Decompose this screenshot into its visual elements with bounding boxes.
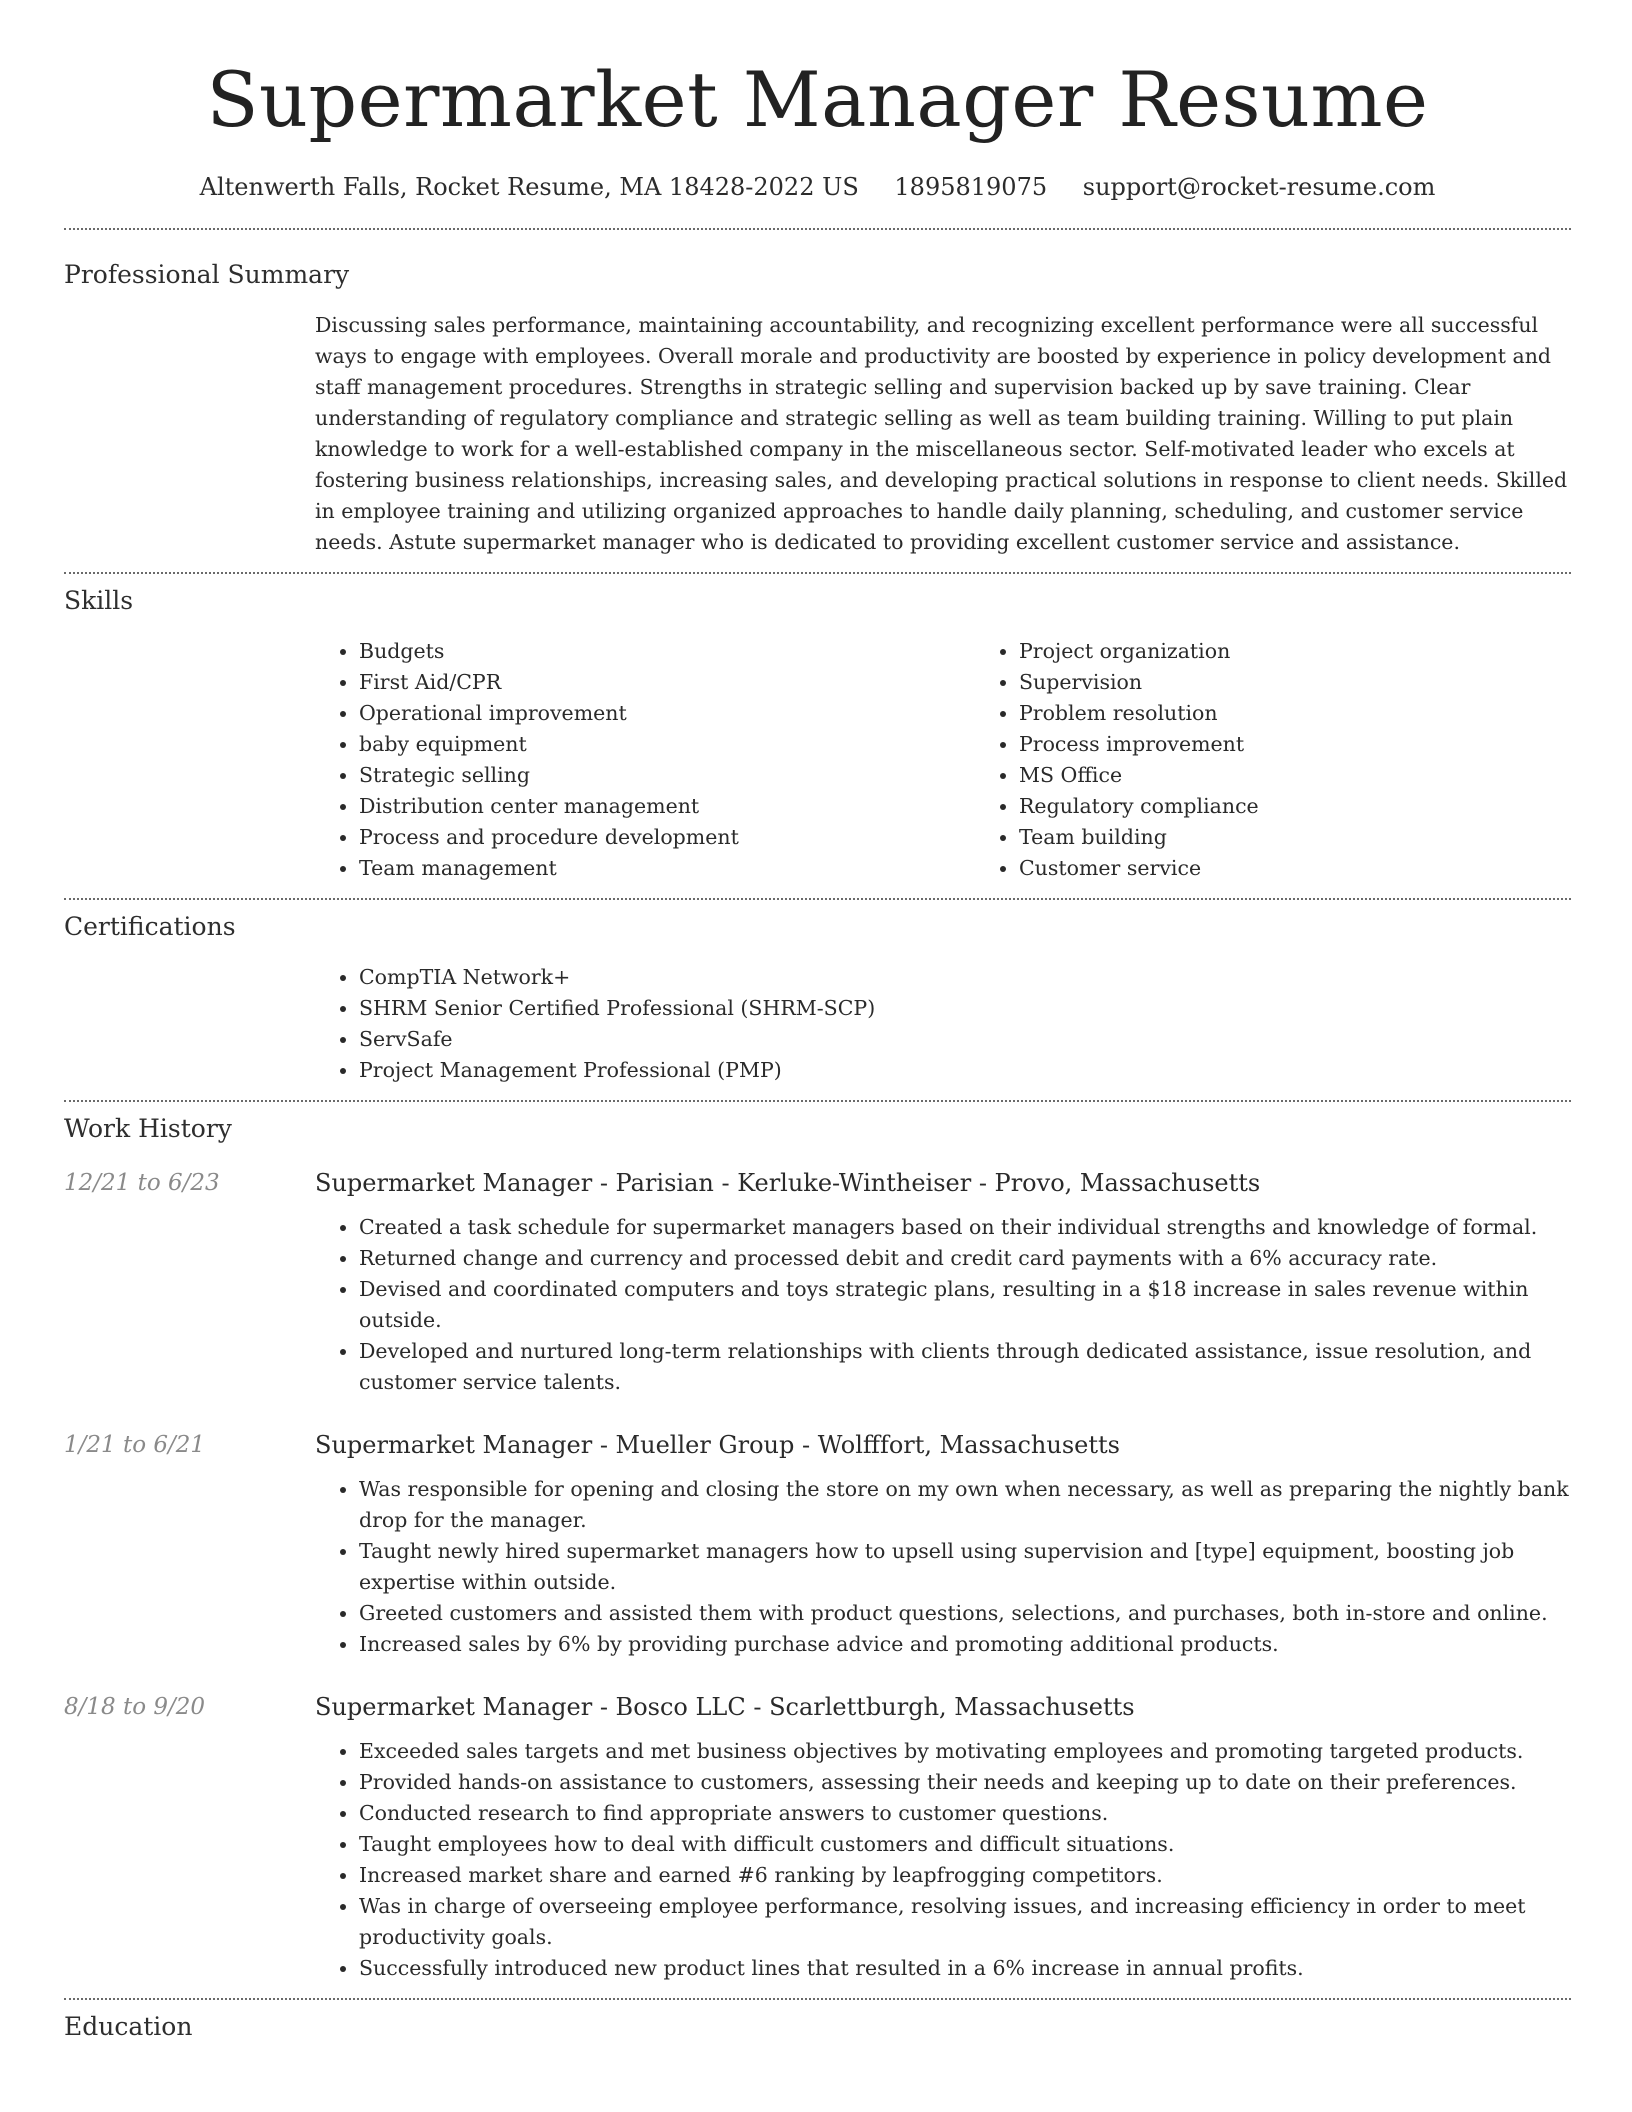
certifications-heading: Certifications	[64, 912, 236, 941]
list-item: • Problem resolution	[1019, 698, 1632, 729]
work-history-section	[64, 1102, 1571, 1998]
list-item: • Increased market share and earned #6 ranking by leapfrogging competitors.	[359, 1860, 1571, 1891]
skills-list-right	[975, 636, 1632, 884]
job-entry	[64, 1690, 1571, 1984]
skills-section	[64, 574, 1571, 898]
list-item: • Strategic selling	[359, 760, 975, 791]
list-item: • Team management	[359, 853, 975, 884]
list-item: • Customer service	[1019, 853, 1632, 884]
job-dates: 8/18 to 9/20	[64, 1694, 206, 1720]
list-item: • Greeted customers and assisted them with product questions, selections, and purchases, both in-store and online.	[359, 1598, 1571, 1629]
list-item: • Budgets	[359, 636, 975, 667]
contact-line	[64, 170, 1571, 204]
skills-list-left	[315, 636, 975, 884]
job-details	[315, 1166, 1571, 1398]
list-item: • baby equipment	[359, 729, 975, 760]
job-bullets	[315, 1474, 1571, 1660]
list-item: • Supervision	[1019, 667, 1632, 698]
contact-email: support@rocket-resume.com	[1082, 173, 1436, 201]
list-item: • Devised and coordinated computers and toys strategic plans, resulting in a $18 increase in sales revenue within outside.	[359, 1274, 1571, 1336]
list-item: • Exceeded sales targets and met business objectives by motivating employees and promoting targeted products.	[359, 1736, 1571, 1767]
list-item: • Successfully introduced new product lines that resulted in a 6% increase in annual profits.	[359, 1953, 1571, 1984]
list-item: • Created a task schedule for supermarket managers based on their individual strengths and knowledge of formal.	[359, 1212, 1571, 1243]
job-details	[315, 1428, 1571, 1660]
summary-text: Discussing sales performance, maintaining accountability, and recognizing excellent performance were all successful ways to engage with employees. Overall morale and productivity are boosted by experience in policy development and staff management procedures. Strengths in strategic selling and supervision backed up by save training. Clear understanding of regulatory compliance and strategic selling as well as team building training. Willing to put plain knowledge to work for a well-established company in the miscellaneous sector. Self-motivated leader who excels at fostering business relationships, increasing sales, and developing practical solutions in response to client needs. Skilled in employee training and utilizing organized approaches to handle daily planning, scheduling, and customer service needs. Astute supermarket manager who is dedicated to providing excellent customer service and assistance.	[315, 313, 1568, 554]
list-item: • Developed and nurtured long-term relationships with clients through dedicated assistance, issue resolution, and customer service talents.	[359, 1336, 1571, 1398]
job-dates: 12/21 to 6/23	[64, 1170, 220, 1196]
list-item: • Taught newly hired supermarket managers how to upsell using supervision and [type] equipment, boosting job expertise within outside.	[359, 1536, 1571, 1598]
job-details	[315, 1690, 1571, 1984]
list-item: • SHRM Senior Certified Professional (SHRM-SCP)	[359, 993, 1571, 1024]
list-item: • Team building	[1019, 822, 1632, 853]
list-item: • Was responsible for opening and closing the store on my own when necessary, as well as preparing the nightly bank drop for the manager.	[359, 1474, 1571, 1536]
list-item: • MS Office	[1019, 760, 1632, 791]
list-item: • Increased sales by 6% by providing purchase advice and promoting additional products.	[359, 1629, 1571, 1660]
list-item: • Project Management Professional (PMP)	[359, 1055, 1571, 1086]
certifications-section	[64, 900, 1571, 1100]
certifications-list	[315, 962, 1571, 1086]
contact-phone: 1895819075	[894, 173, 1048, 201]
list-item: • Taught employees how to deal with difficult customers and difficult situations.	[359, 1829, 1571, 1860]
list-item: • Process and procedure development	[359, 822, 975, 853]
work-history-heading: Work History	[64, 1114, 232, 1143]
job-bullets	[315, 1212, 1571, 1398]
skills-heading: Skills	[64, 586, 134, 615]
skills-columns	[315, 636, 1571, 898]
job-title: Supermarket Manager - Parisian - Kerluke-Wintheiser - Provo, Massachusetts	[315, 1169, 1261, 1197]
list-item: • First Aid/CPR	[359, 667, 975, 698]
job-dates: 1/21 to 6/21	[64, 1432, 206, 1458]
education-heading: Education	[64, 2012, 193, 2041]
education-section	[64, 2000, 1571, 2044]
list-item: • Conducted research to find appropriate answers to customer questions.	[359, 1798, 1571, 1829]
certifications-body	[315, 962, 1571, 1100]
list-item: • Provided hands-on assistance to customers, assessing their needs and keeping up to date on their preferences.	[359, 1767, 1571, 1798]
job-bullets	[315, 1736, 1571, 1984]
list-item: • Project organization	[1019, 636, 1632, 667]
list-item: • ServSafe	[359, 1024, 1571, 1055]
job-title: Supermarket Manager - Mueller Group - Wolfffort, Massachusetts	[315, 1431, 1120, 1459]
resume-page	[64, 0, 1571, 2044]
contact-address: Altenwerth Falls, Rocket Resume, MA 18428-2022 US	[199, 173, 859, 201]
list-item: • Distribution center management	[359, 791, 975, 822]
list-item: • Returned change and currency and processed debit and credit card payments with a 6% accuracy rate.	[359, 1243, 1571, 1274]
list-item: • Was in charge of overseeing employee performance, resolving issues, and increasing efficiency in order to meet productivity goals.	[359, 1891, 1571, 1953]
list-item: • Operational improvement	[359, 698, 975, 729]
list-item: • Regulatory compliance	[1019, 791, 1632, 822]
job-entry	[64, 1166, 1571, 1398]
job-entry	[64, 1428, 1571, 1660]
list-item: • Process improvement	[1019, 729, 1632, 760]
summary-section	[64, 230, 1571, 572]
list-item: • CompTIA Network+	[359, 962, 1571, 993]
summary-heading: Professional Summary	[64, 260, 350, 289]
resume-title: Supermarket Manager Resume	[206, 55, 1429, 144]
job-title: Supermarket Manager - Bosco LLC - Scarlettburgh, Massachusetts	[315, 1693, 1135, 1721]
